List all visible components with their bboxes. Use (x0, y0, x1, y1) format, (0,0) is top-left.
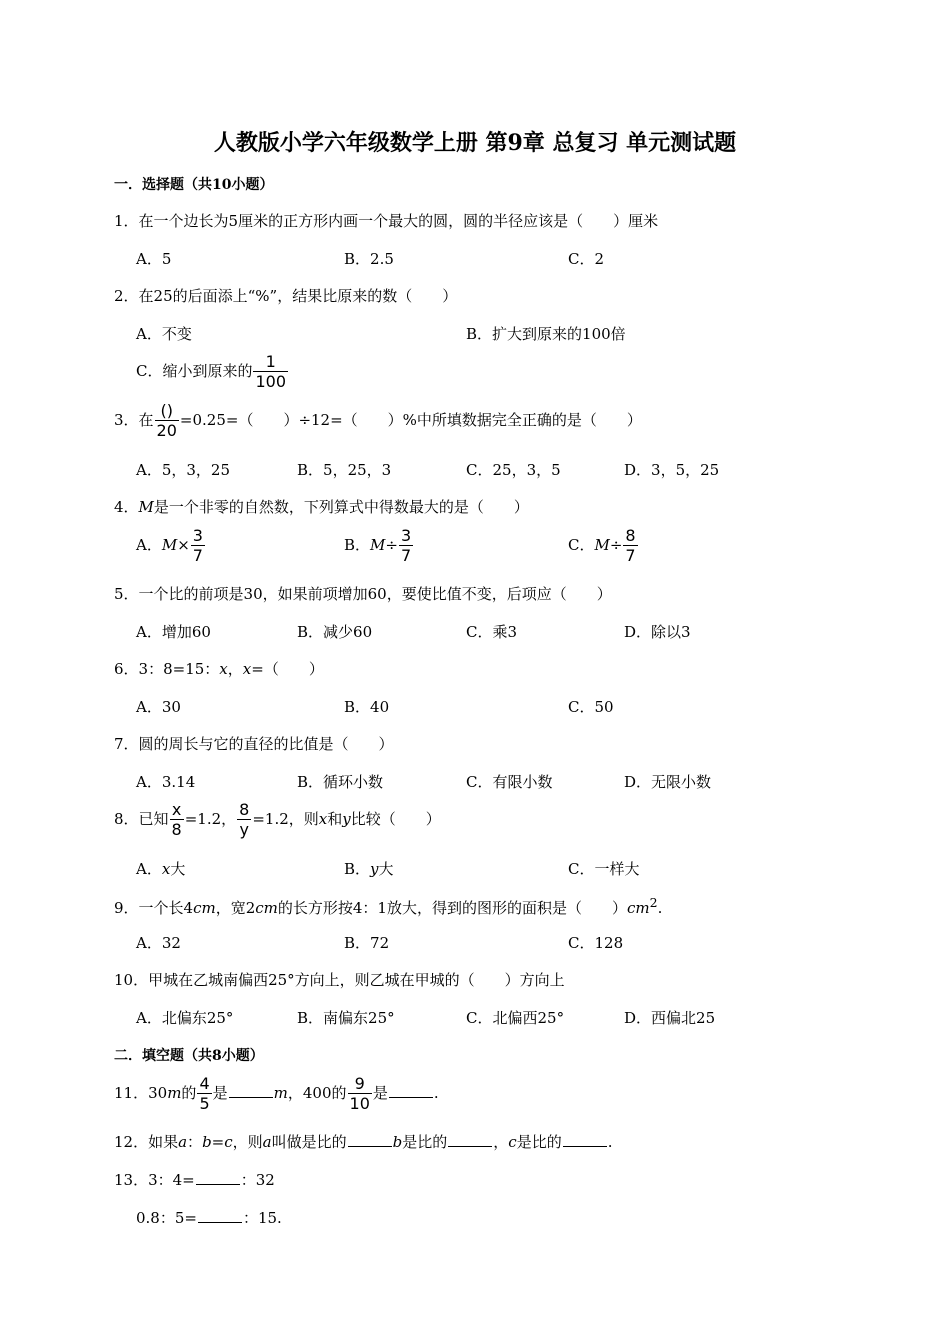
stem-text: =1.2，则 (252, 810, 319, 828)
variable: b (202, 1133, 212, 1151)
section-heading-fill: 二．填空题（共8小题） (114, 1048, 264, 1064)
variable: M (594, 536, 610, 554)
denominator: 5 (199, 1094, 210, 1113)
option-label: B． (344, 860, 371, 878)
question-2-option-a: A．不变 (136, 325, 192, 343)
question-7-option-a: A．3.14 (136, 773, 196, 791)
question-12-stem (114, 1131, 612, 1152)
operator: × (177, 536, 190, 554)
stem-text: ，则 (232, 1133, 263, 1151)
unit: m (167, 1084, 182, 1102)
stem-text: ：32 (240, 1171, 275, 1189)
unit: cm (193, 899, 216, 917)
question-number: 4． (114, 498, 139, 516)
answer-blank[interactable] (389, 1083, 433, 1098)
variable: x (161, 860, 171, 878)
question-4-option-a (136, 528, 206, 564)
denominator: 100 (255, 372, 287, 391)
question-8-option-c: C．一样大 (568, 860, 640, 878)
stem-text: 8．已知 (114, 810, 169, 828)
numerator: 3 (192, 526, 203, 545)
question-3-option-c: C．25，3，5 (466, 461, 561, 479)
numerator: 1 (253, 354, 288, 372)
stem-text: 是比的 (402, 1133, 448, 1151)
answer-blank[interactable] (448, 1132, 492, 1147)
operator: ÷ (385, 536, 398, 554)
question-2-stem: 2．在25的后面添上“%”，结果比原来的数（ ） (114, 287, 458, 305)
stem-text: ，400的 (287, 1084, 347, 1102)
stem-text: . (433, 1084, 439, 1102)
answer-blank[interactable] (196, 1170, 240, 1185)
variable: x (219, 660, 228, 678)
stem-text: . (657, 899, 663, 917)
question-13-line-1 (114, 1169, 275, 1190)
answer-blank[interactable] (563, 1132, 607, 1147)
exponent: 2 (649, 895, 658, 910)
question-6-stem (114, 658, 324, 679)
stem-text: 的长方形按4：1放大，得到的图形的面积是（ ） (277, 899, 627, 917)
option-label: B． (344, 536, 371, 554)
question-1-option-b: B．2.5 (344, 250, 394, 268)
answer-blank[interactable] (198, 1208, 242, 1223)
stem-text: 的 (181, 1084, 197, 1102)
stem-text: 13．3：4= (114, 1171, 195, 1189)
stem-text: 是 (212, 1084, 228, 1102)
question-5-option-b: B．减少60 (297, 623, 373, 641)
question-10-option-d: D．西偏北25 (624, 1009, 716, 1027)
stem-text: 6．3：8=15： (114, 660, 220, 678)
numerator: 3 (400, 526, 412, 545)
stem-text: 是 (372, 1084, 388, 1102)
stem-text: 是一个非零的自然数，下列算式中得数最大的是（ ） (153, 498, 529, 516)
stem-text: 3．在 (114, 411, 154, 429)
question-4-option-b (344, 528, 414, 564)
option-text: C．缩小到原来的 (136, 362, 253, 380)
denominator: 7 (400, 546, 412, 565)
question-7-stem: 7．圆的周长与它的直径的比值是（ ） (114, 735, 394, 753)
fraction (399, 528, 413, 564)
fraction (623, 528, 637, 564)
question-13-line-2 (136, 1207, 282, 1228)
stem-text: = (211, 1133, 225, 1151)
question-3-option-b: B．5，25，3 (297, 461, 392, 479)
unit: cm (255, 899, 278, 917)
stem-text: =（ ） (251, 660, 324, 678)
answer-blank[interactable] (348, 1132, 392, 1147)
question-3-option-a: A．5，3，25 (136, 461, 231, 479)
question-6-option-b: B．40 (344, 698, 390, 716)
stem-text: ： (187, 1133, 203, 1151)
numerator: 4 (199, 1074, 210, 1093)
stem-text: 9．一个长4 (114, 899, 194, 917)
question-7-option-d: D．无限小数 (624, 773, 712, 791)
variable: a (178, 1133, 188, 1151)
option-label: A． (136, 536, 162, 554)
question-11-stem (114, 1076, 439, 1112)
question-9-option-a: A．32 (136, 934, 181, 952)
stem-text: ，宽2 (215, 899, 256, 917)
question-1-stem: 1．在一个边长为5厘米的正方形内画一个最大的圆，圆的半径应该是（ ）厘米 (114, 212, 659, 230)
stem-text: 12．如果 (114, 1133, 179, 1151)
stem-text: 是比的 (516, 1133, 562, 1151)
stem-text: =0.25=（ ）÷12=（ ）%中所填数据完全正确的是（ ） (179, 411, 642, 429)
question-5-option-a: A．增加60 (136, 623, 211, 641)
stem-text: =1.2， (184, 810, 237, 828)
stem-text: 叫做是比的 (271, 1133, 347, 1151)
fraction (191, 528, 205, 564)
variable: y (370, 860, 379, 878)
unit: cm (626, 899, 650, 917)
unit: m (273, 1084, 288, 1102)
variable: M (161, 536, 178, 554)
numerator: 8 (239, 800, 250, 819)
question-1-option-a: A．5 (136, 250, 172, 268)
stem-text: 比较（ ） (350, 810, 441, 828)
question-5-option-c: C．乘3 (466, 623, 518, 641)
numerator: 9 (348, 1076, 372, 1094)
answer-blank[interactable] (229, 1083, 273, 1098)
question-3-stem (114, 403, 642, 439)
question-8-stem (114, 802, 441, 838)
denominator: 20 (156, 421, 177, 440)
question-2-option-b: B．扩大到原来的100倍 (466, 325, 626, 343)
fraction (197, 1076, 211, 1112)
option-label: C． (568, 536, 595, 554)
operator: ÷ (609, 536, 623, 554)
stem-text: ， (493, 1133, 509, 1151)
variable: M (370, 536, 386, 554)
question-5-stem: 5．一个比的前项是30，如果前项增加60，要使比值不变，后项应（ ） (114, 585, 612, 603)
denominator: y (239, 820, 249, 839)
numerator: () (155, 403, 179, 421)
question-9-option-b: B．72 (344, 934, 390, 952)
numerator: x (170, 802, 184, 820)
question-10-option-c: C．北偏西25° (466, 1009, 565, 1027)
denominator: 7 (625, 546, 636, 565)
option-label: A． (136, 860, 162, 878)
fraction (170, 802, 184, 838)
question-7-option-c: C．有限小数 (466, 773, 553, 791)
option-text: 大 (170, 860, 186, 878)
question-10-stem: 10．甲城在乙城南偏西25°方向上，则乙城在甲城的（ ）方向上 (114, 971, 565, 989)
stem-text: 0.8：5= (136, 1209, 197, 1227)
question-6-option-a: A．30 (136, 698, 181, 716)
question-10-option-a: A．北偏东25° (136, 1009, 234, 1027)
fraction (348, 1076, 372, 1112)
question-2-option-c (136, 354, 289, 390)
option-text: 大 (378, 860, 394, 878)
variable: y (342, 810, 351, 828)
stem-text: . (607, 1133, 613, 1151)
stem-text: ， (227, 660, 243, 678)
variable: x (242, 660, 252, 678)
variable: c (508, 1133, 517, 1151)
stem-text: ：15. (242, 1209, 282, 1227)
stem-text: 和 (327, 810, 343, 828)
variable: M (138, 498, 154, 516)
numerator: 8 (625, 526, 636, 545)
section-heading-choice: 一．选择题（共10小题） (114, 177, 274, 193)
variable: b (392, 1133, 403, 1151)
question-9-stem (114, 895, 662, 918)
variable: c (224, 1133, 233, 1151)
fraction (155, 403, 179, 439)
question-1-option-c: C．2 (568, 250, 605, 268)
question-6-option-c: C．50 (568, 698, 614, 716)
question-8-option-a (136, 858, 185, 879)
denominator: 7 (192, 546, 203, 565)
variable: a (262, 1133, 272, 1151)
question-4-option-c (568, 528, 639, 564)
page-title: 人教版小学六年级数学上册 第9章 总复习 单元测试题 (213, 130, 737, 156)
question-9-option-c: C．128 (568, 934, 624, 952)
variable: x (318, 810, 328, 828)
question-4-stem (114, 496, 529, 517)
fraction (253, 354, 288, 390)
fraction (237, 802, 251, 838)
stem-text: 11．30 (114, 1084, 168, 1102)
denominator: 10 (349, 1094, 370, 1113)
question-5-option-d: D．除以3 (624, 623, 691, 641)
question-8-option-b (344, 858, 394, 879)
question-3-option-d: D．3，5，25 (624, 461, 720, 479)
question-10-option-b: B．南偏东25° (297, 1009, 395, 1027)
question-7-option-b: B．循环小数 (297, 773, 384, 791)
denominator: 8 (171, 820, 182, 839)
